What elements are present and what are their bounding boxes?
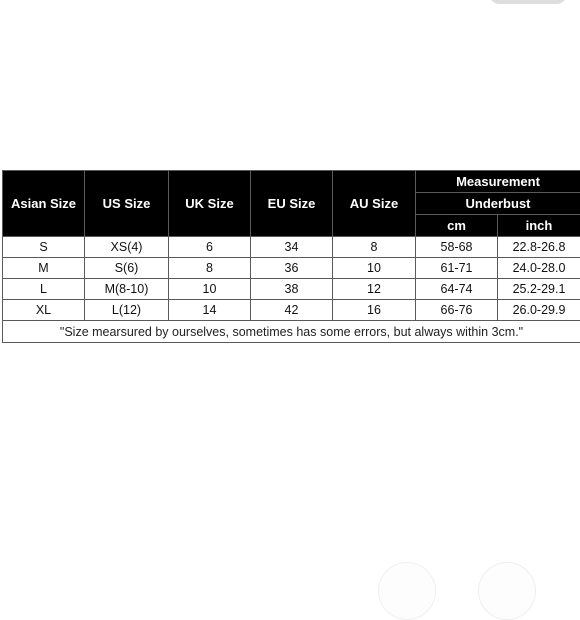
- cell-us-size: S(6): [85, 258, 169, 279]
- cell-eu-size: 38: [251, 279, 333, 300]
- header-measurement: Measurement: [416, 171, 580, 193]
- cell-uk-size: 14: [169, 300, 251, 321]
- cell-asian-size: M: [3, 258, 85, 279]
- cell-asian-size: XL: [3, 300, 85, 321]
- table-row: [3, 279, 580, 300]
- cell-underbust-cm: 66-76: [416, 300, 498, 321]
- cell-uk-size: 10: [169, 279, 251, 300]
- cell-underbust-inch: 22.8-26.8: [498, 237, 580, 258]
- bottom-circle-decoration: [478, 562, 536, 620]
- cell-underbust-inch: 25.2-29.1: [498, 279, 580, 300]
- cell-au-size: 12: [333, 279, 416, 300]
- table-row: [3, 300, 580, 321]
- header-asian-size: Asian Size: [3, 171, 85, 237]
- cell-underbust-cm: 61-71: [416, 258, 498, 279]
- cell-au-size: 8: [333, 237, 416, 258]
- table-row: [3, 258, 580, 279]
- top-decoration: [488, 0, 568, 4]
- table-row: [3, 237, 580, 258]
- cell-uk-size: 8: [169, 258, 251, 279]
- size-chart-table: [2, 170, 580, 343]
- cell-uk-size: 6: [169, 237, 251, 258]
- cell-underbust-cm: 58-68: [416, 237, 498, 258]
- cell-au-size: 10: [333, 258, 416, 279]
- cell-au-size: 16: [333, 300, 416, 321]
- cell-asian-size: L: [3, 279, 85, 300]
- header-cm: cm: [416, 215, 498, 237]
- cell-us-size: XS(4): [85, 237, 169, 258]
- cell-underbust-cm: 64-74: [416, 279, 498, 300]
- cell-asian-size: S: [3, 237, 85, 258]
- cell-eu-size: 36: [251, 258, 333, 279]
- cell-underbust-inch: 24.0-28.0: [498, 258, 580, 279]
- size-footnote: "Size mearsured by ourselves, sometimes has some errors, but always within 3cm.": [3, 321, 580, 343]
- header-uk-size: UK Size: [169, 171, 251, 237]
- cell-eu-size: 42: [251, 300, 333, 321]
- header-au-size: AU Size: [333, 171, 416, 237]
- cell-underbust-inch: 26.0-29.9: [498, 300, 580, 321]
- header-eu-size: EU Size: [251, 171, 333, 237]
- header-us-size: US Size: [85, 171, 169, 237]
- header-underbust: Underbust: [416, 193, 580, 215]
- cell-us-size: L(12): [85, 300, 169, 321]
- header-inch: inch: [498, 215, 580, 237]
- cell-eu-size: 34: [251, 237, 333, 258]
- bottom-circle-decoration: [378, 562, 436, 620]
- cell-us-size: M(8-10): [85, 279, 169, 300]
